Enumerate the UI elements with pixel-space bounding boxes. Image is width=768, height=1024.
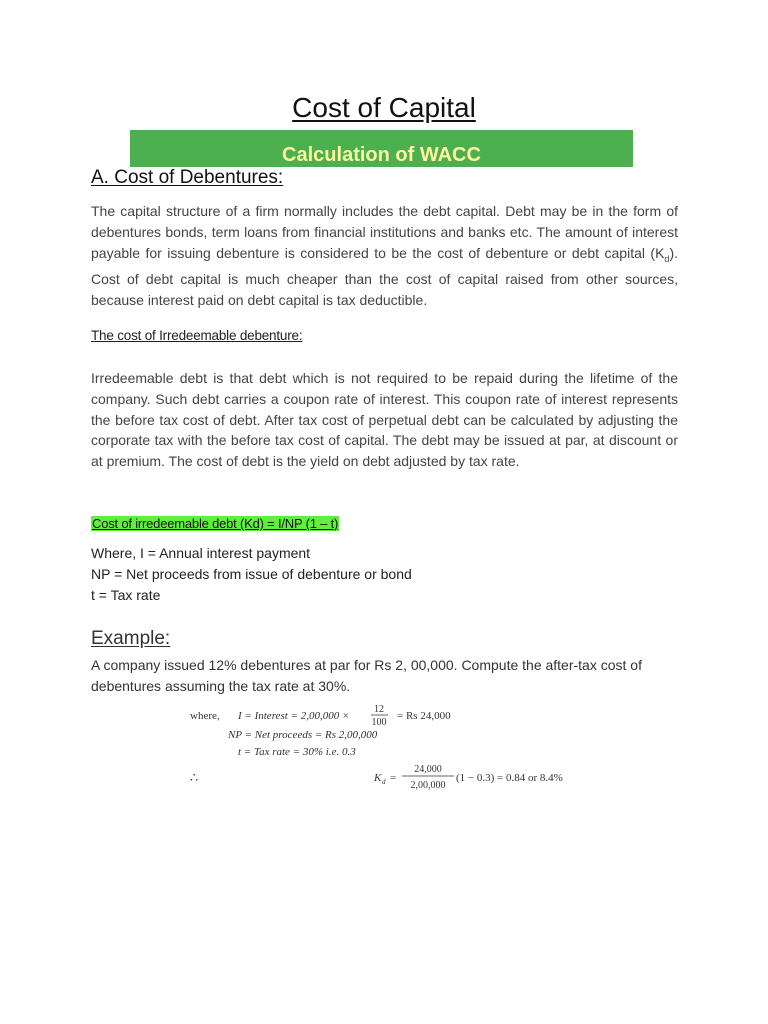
kd-equals: =: [390, 772, 397, 784]
kd-label: K: [374, 772, 382, 784]
kd-numerator: 24,000: [414, 764, 442, 775]
kd-label-subscript: d: [382, 778, 386, 786]
net-proceeds-line: NP = Net proceeds = Rs 2,00,000: [228, 729, 378, 741]
banner-title: Calculation of WACC: [282, 144, 481, 166]
definition-tax-rate: t = Tax rate: [91, 587, 161, 603]
interest-result: = Rs 24,000: [397, 710, 451, 722]
interest-line: I = Interest = 2,00,000 ×: [238, 710, 350, 722]
kd-subscript: d: [664, 253, 670, 264]
definition-interest: Where, I = Annual interest payment: [91, 545, 311, 561]
fraction-denominator: 100: [371, 717, 387, 728]
kd-denominator: 2,00,000: [410, 780, 446, 791]
example-problem: A company issued 12% debentures at par for Rs 2, 00,000. Compute the after-tax cost of debentures assuming the tax rate at 30%.: [91, 657, 642, 694]
wacc-banner: [130, 130, 633, 167]
debentures-paragraph: [91, 201, 678, 311]
irredeemable-paragraph: Irredeemable debt is that debt which is not required to be repaid during the lifetime of the company. Such debt carries a coupon rate of interest. This coupon rate of interest represents the before tax cost of debt. After tax cost of perpetual debt can be calculated by adjusting the corporate tax with the before tax cost of capital. The debt may be issued at par, at discount or at premium. The cost of debt is the yield on debt adjusted by tax rate.: [91, 370, 678, 470]
tax-rate-line: t = Tax rate = 30% i.e. 0.3: [238, 746, 356, 758]
irredeemable-heading: The cost of Irredeemable debenture:: [91, 328, 303, 343]
section-heading-debentures: A. Cost of Debentures:: [91, 167, 284, 188]
definition-net-proceeds: NP = Net proceeds from issue of debenture or bond: [91, 566, 412, 582]
irredeemable-formula: Cost of irredeemable debt (Kd) = I/NP (1 – t): [92, 516, 339, 531]
debentures-text-part1: The capital structure of a firm normally includes the debt capital. Debt may be in the form of debentures bonds, term loans from financial institutions and banks etc. The amount of interest payable for issuing debenture is considered to be the cost of debenture or debt capital (K: [91, 203, 678, 261]
fraction-numerator: 12: [374, 704, 384, 715]
example-heading: Example:: [91, 628, 171, 649]
page-title: Cost of Capital: [292, 92, 476, 123]
debentures-text-part2: ). Cost of debt capital is much cheaper than the cost of capital raised from other sources, because interest paid on debt capital is tax deductible.: [91, 244, 678, 308]
kd-result: (1 − 0.3) = 0.84 or 8.4%: [456, 772, 563, 784]
where-label: where,: [190, 710, 220, 722]
therefore-symbol: ∴: [190, 770, 199, 785]
